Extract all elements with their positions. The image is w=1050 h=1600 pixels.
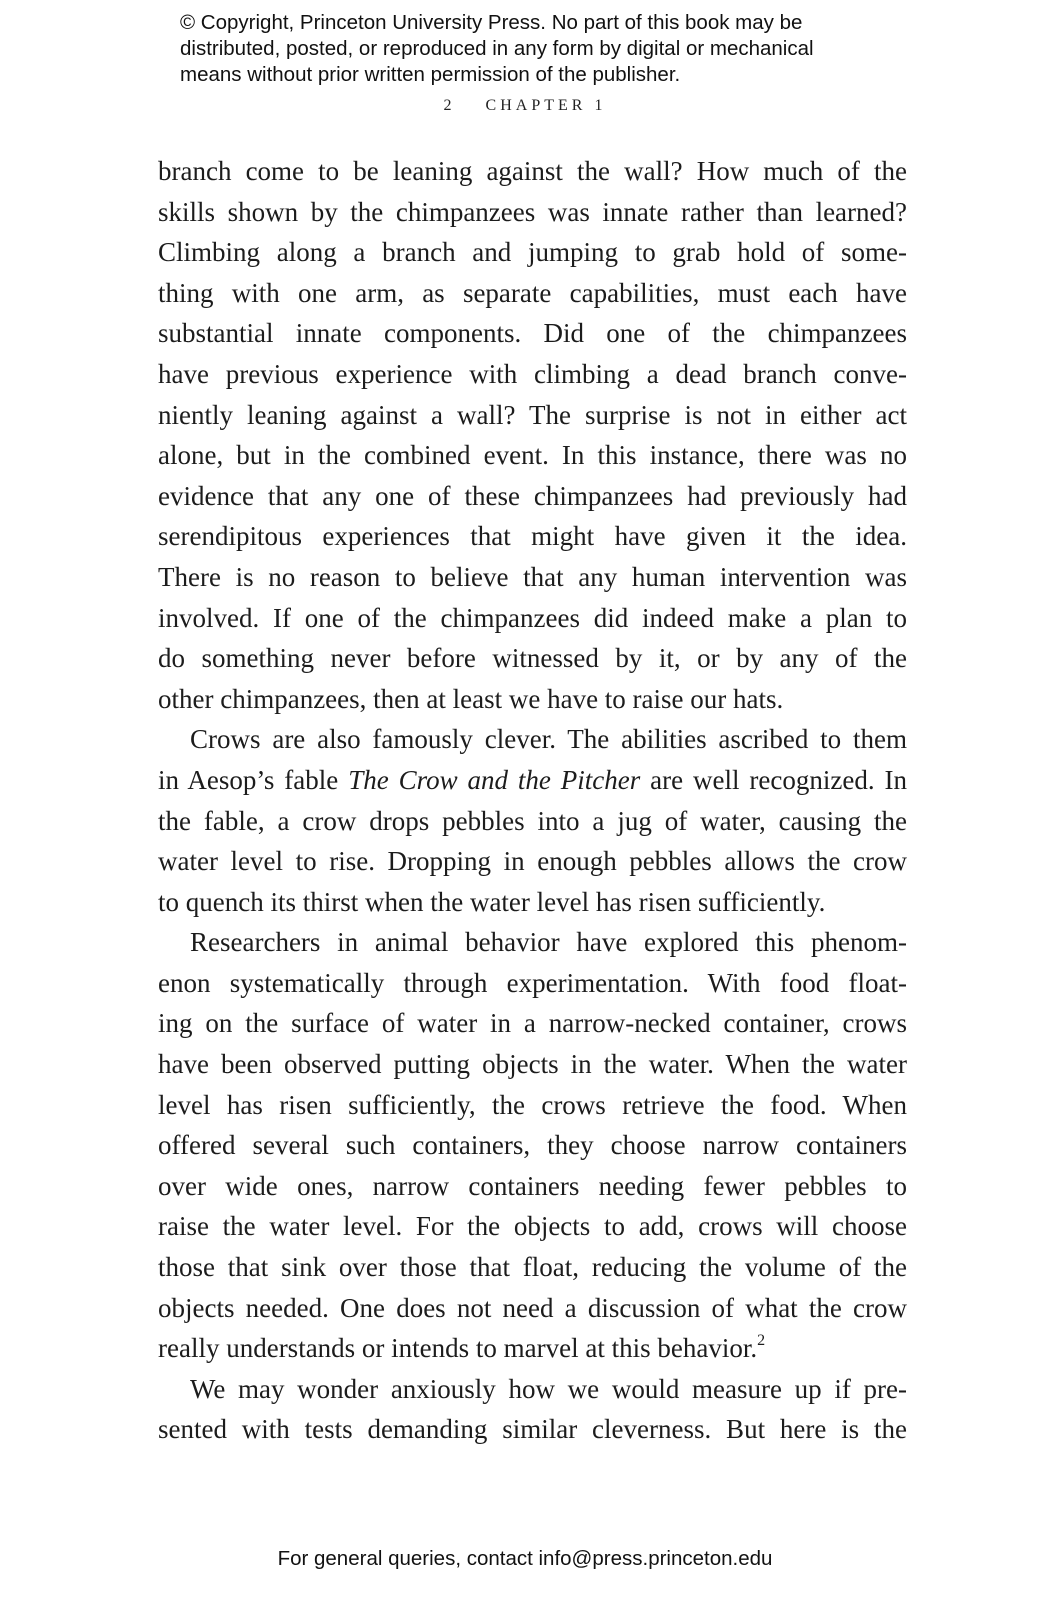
copyright-line: means without prior written permission of the publisher. xyxy=(180,63,681,86)
text-line: niently leaning against a wall? The surprise is not in either act xyxy=(158,399,907,430)
text-line: alone, but in the combined event. In this instance, there was no xyxy=(158,440,907,471)
text-fragment: in Aesop’s fable xyxy=(158,764,349,795)
book-title: The Crow and the Pitcher xyxy=(348,764,641,795)
text-line: evidence that any one of these chimpanzees had previously had xyxy=(158,480,907,511)
copyright-notice xyxy=(180,10,940,88)
text-line: objects needed. One does not need a discussion of what the crow xyxy=(158,1292,907,1323)
text-line: Crows are also famously clever. The abilities ascribed to them xyxy=(190,724,907,755)
text-line: offered several such containers, they choose narrow containers xyxy=(158,1130,907,1161)
text-line: We may wonder anxiously how we would measure up if pre- xyxy=(190,1373,907,1404)
text-line: water level to rise. Dropping in enough pebbles allows the crow xyxy=(158,846,907,877)
running-head xyxy=(0,97,1050,115)
text-line: have been observed putting objects in the water. When the water xyxy=(158,1049,907,1080)
body-text xyxy=(158,151,907,1450)
text-line: to quench its thirst when the water level has risen sufficiently. xyxy=(158,886,826,917)
text-line: skills shown by the chimpanzees was innate rather than learned? xyxy=(158,196,907,227)
text-line: Researchers in animal behavior have explored this phenom- xyxy=(190,927,907,958)
footer-contact: For general queries, contact info@press.princeton.edu xyxy=(277,1547,773,1570)
text-line: involved. If one of the chimpanzees did indeed make a plan to xyxy=(158,602,907,633)
chapter-label: CHAPTER 1 xyxy=(485,97,607,114)
text-line: Climbing along a branch and jumping to grab hold of some- xyxy=(158,237,907,268)
text-line: over wide ones, narrow containers needing fewer pebbles to xyxy=(158,1170,907,1201)
copyright-line: © Copyright, Princeton University Press. No part of this book may be xyxy=(180,11,803,34)
text-line: serendipitous experiences that might have given it the idea. xyxy=(158,521,907,552)
text-line: do something never before witnessed by it, or by any of the xyxy=(158,643,907,674)
text-line: raise the water level. For the objects to add, crows will choose xyxy=(158,1211,907,1242)
text-line: ing on the surface of water in a narrow-necked container, crows xyxy=(158,1008,907,1039)
text-line: There is no reason to believe that any human intervention was xyxy=(158,561,907,592)
text-line: enon systematically through experimentation. With food float- xyxy=(158,967,907,998)
text-line: have previous experience with climbing a dead branch conve- xyxy=(158,358,907,389)
text-line: sented with tests demanding similar cleverness. But here is the xyxy=(158,1414,907,1445)
text-line: branch come to be leaning against the wall? How much of the xyxy=(158,156,907,186)
footnote-reference[interactable]: 2 xyxy=(757,1332,766,1350)
page-number: 2 xyxy=(443,97,456,114)
text-line: thing with one arm, as separate capabilities, must each have xyxy=(158,277,907,308)
text-line: level has risen sufficiently, the crows retrieve the food. When xyxy=(158,1089,907,1120)
text-line xyxy=(158,1328,907,1369)
text-line: the fable, a crow drops pebbles into a jug of water, causing the xyxy=(158,805,907,836)
text-line xyxy=(158,760,907,801)
text-fragment: are well recognized. In xyxy=(640,764,907,795)
text-line: other chimpanzees, then at least we have to raise our hats. xyxy=(158,683,784,714)
text-fragment: really understands or intends to marvel at this behavior. xyxy=(158,1333,758,1364)
text-line: substantial innate components. Did one of the chimpanzees xyxy=(158,318,907,349)
copyright-line: distributed, posted, or reproduced in any form by digital or mechanical xyxy=(180,37,814,60)
text-line: those that sink over those that float, reducing the volume of the xyxy=(158,1252,907,1283)
